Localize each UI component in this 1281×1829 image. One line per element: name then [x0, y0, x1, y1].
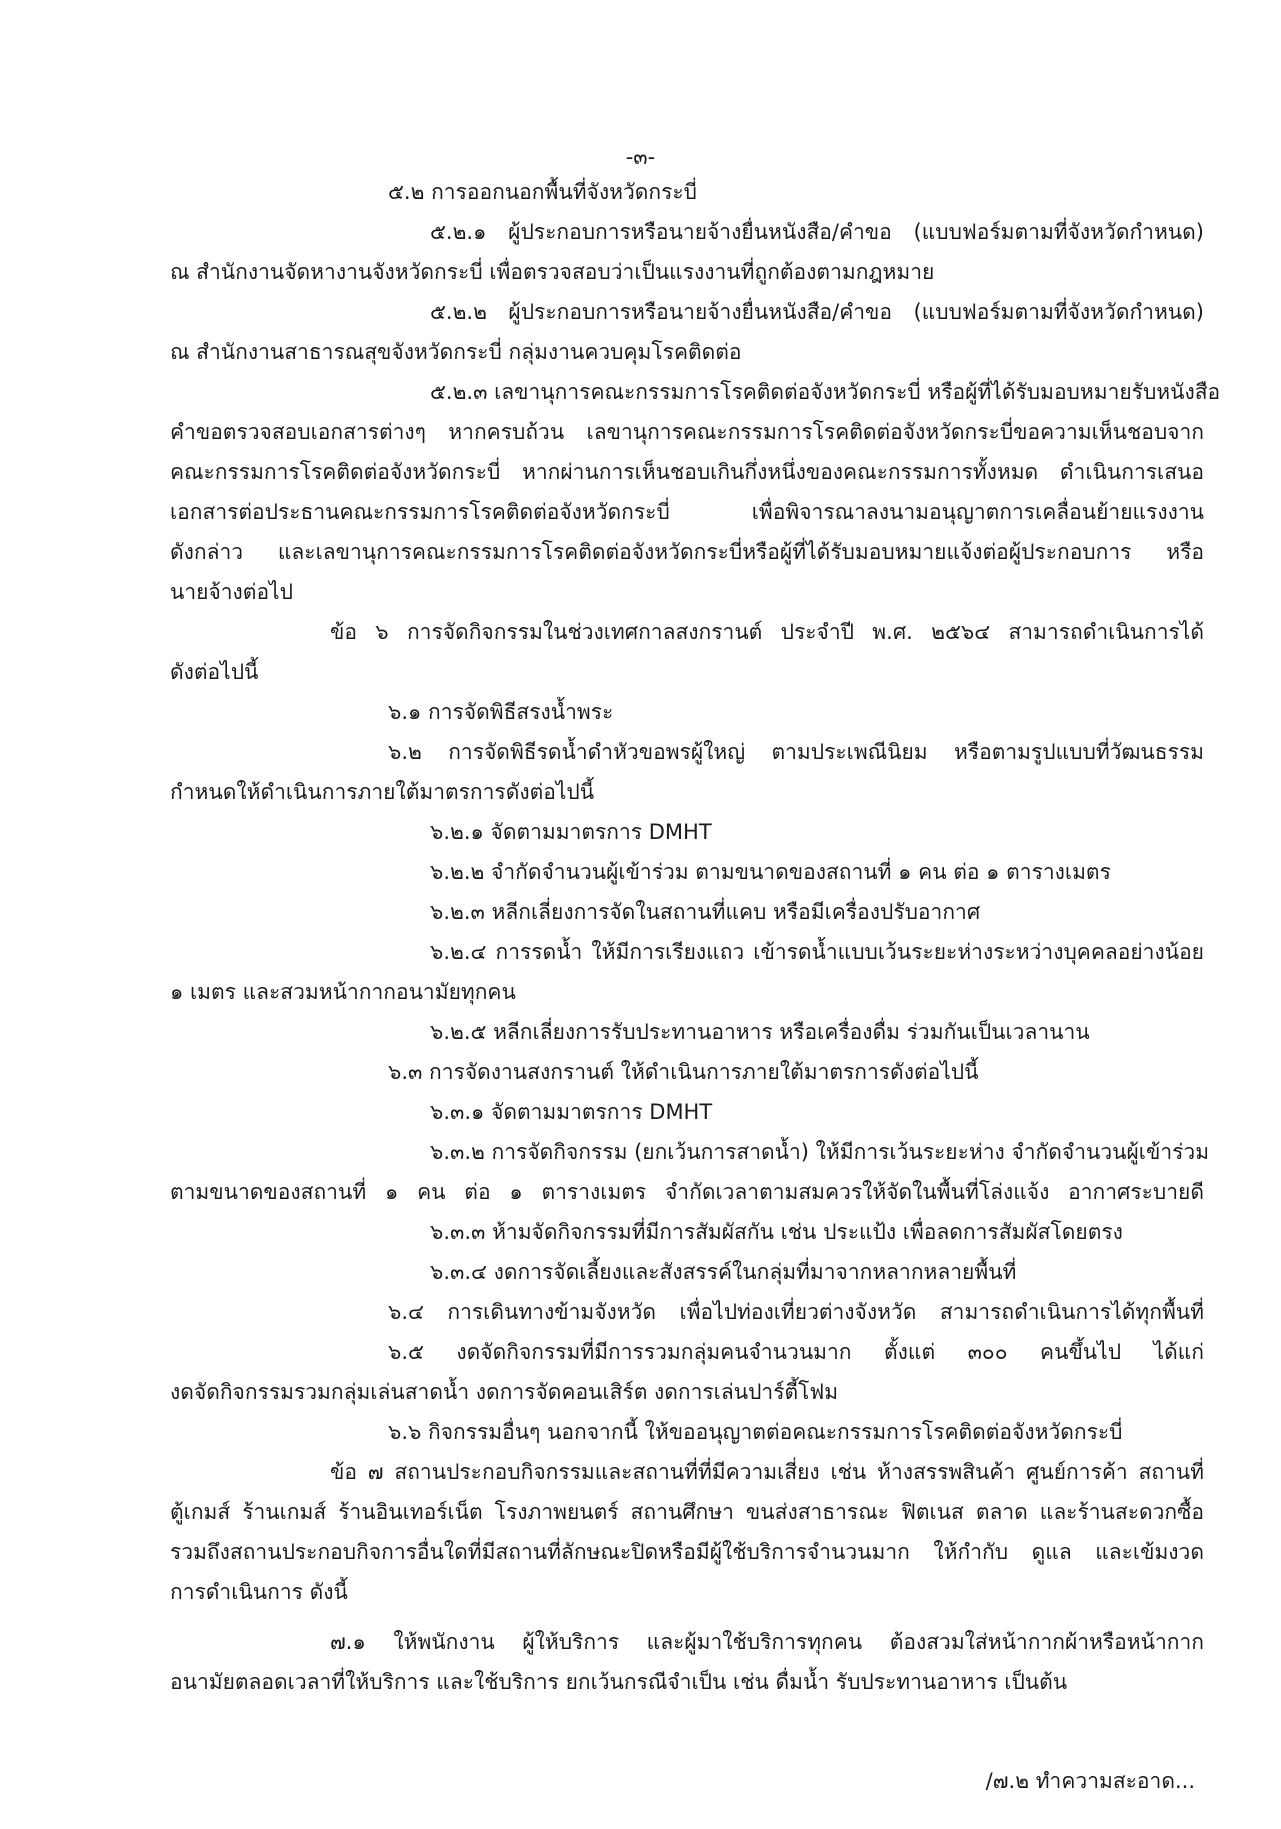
clause-6-line2: ดังต่อไปนี้: [170, 660, 259, 684]
para-5-2-1-line2: ณ สำนักงานจัดหางานจังหวัดกระบี่ เพื่อตรวจสอบว่าเป็นแรงงานที่ถูกต้องตามกฎหมาย: [170, 260, 935, 284]
clause-7-line4: การดำเนินการ ดังนี้: [170, 1580, 348, 1604]
clause-6-line1: ข้อ ๖ การจัดกิจกรรมในช่วงเทศกาลสงกรานต์ ประจำปี พ.ศ. ๒๕๖๔ สามารถดำเนินการได้: [330, 620, 1204, 644]
para-5-2-3-line5: ดังกล่าว และเลขานุการคณะกรรมการโรคติดต่อจังหวัดกระบี่หรือผู้ที่ได้รับมอบหมายแจ้งต่อผู้ประกอบการ หรือ: [170, 540, 1204, 564]
item-6-3: ๖.๓ การจัดงานสงกรานต์ ให้ดำเนินการภายใต้มาตรการดังต่อไปนี้: [388, 1060, 979, 1084]
item-7-1-line1: ๗.๑ ให้พนักงาน ผู้ให้บริการ และผู้มาใช้บริการทุกคน ต้องสวมใส่หน้ากากผ้าหรือหน้ากาก: [330, 1630, 1204, 1654]
item-6-3-4: ๖.๓.๔ งดการจัดเลี้ยงและสังสรรค์ในกลุ่มที่มาจากหลากหลายพื้นที่: [430, 1260, 1017, 1284]
item-6-2-2: ๖.๒.๒ จำกัดจำนวนผู้เข้าร่วม ตามขนาดของสถานที่ ๑ คน ต่อ ๑ ตารางเมตร: [430, 860, 1111, 884]
clause-7-line2: ตู้เกมส์ ร้านเกมส์ ร้านอินเทอร์เน็ต โรงภาพยนตร์ สถานศึกษา ขนส่งสาธารณะ ฟิตเนส ตลาด และร้านสะดวกซื้อ: [170, 1500, 1204, 1524]
item-6-5-line2: งดจัดกิจกรรมรวมกลุ่มเล่นสาดน้ำ งดการจัดคอนเสิร์ต งดการเล่นปาร์ตี้โฟม: [170, 1380, 839, 1404]
page-number: -๓-: [625, 145, 656, 169]
item-6-3-1: ๖.๓.๑ จัดตามมาตรการ DMHT: [430, 1100, 713, 1124]
para-5-2-3-line1: ๕.๒.๓ เลขานุการคณะกรรมการโรคติดต่อจังหวัดกระบี่ หรือผู้ที่ได้รับมอบหมายรับหนังสือ: [430, 380, 1221, 404]
continuation-note: /๗.๒ ทำความสะอาด...: [985, 1769, 1195, 1793]
item-6-2-4-line2: ๑ เมตร และสวมหน้ากากอนามัยทุกคน: [170, 980, 516, 1004]
clause-7-line3: รวมถึงสถานประกอบกิจการอื่นใดที่มีสถานที่ลักษณะปิดหรือมีผู้ใช้บริการจำนวนมาก ให้กำกับ ดูแล และเข้มงวด: [170, 1540, 1204, 1564]
item-6-2-line2: กำหนดให้ดำเนินการภายใต้มาตรการดังต่อไปนี้: [170, 780, 595, 804]
para-5-2-3-line3: คณะกรรมการโรคติดต่อจังหวัดกระบี่ หากผ่านการเห็นชอบเกินกึ่งหนึ่งของคณะกรรมการทั้งหมด ดำเนินการเสนอ: [170, 460, 1204, 484]
item-6-2-1: ๖.๒.๑ จัดตามมาตรการ DMHT: [430, 820, 712, 844]
item-7-1-line2: อนามัยตลอดเวลาที่ให้บริการ และใช้บริการ ยกเว้นกรณีจำเป็น เช่น ดื่มน้ำ รับประทานอาหาร เป็นต้น: [170, 1670, 1068, 1694]
item-6-3-2-line2: ตามขนาดของสถานที่ ๑ คน ต่อ ๑ ตารางเมตร จำกัดเวลาตามสมควรให้จัดในพื้นที่โล่งแจ้ง อากาศระบายดี: [170, 1180, 1204, 1204]
item-6-5-line1: ๖.๕ งดจัดกิจกรรมที่มีการรวมกลุ่มคนจำนวนมาก ตั้งแต่ ๓๐๐ คนขึ้นไป ได้แก่: [388, 1340, 1204, 1364]
item-6-2-3: ๖.๒.๓ หลีกเลี่ยงการจัดในสถานที่แคบ หรือมีเครื่องปรับอากาศ: [430, 900, 981, 924]
item-6-6: ๖.๖ กิจกรรมอื่นๆ นอกจากนี้ ให้ขออนุญาตต่อคณะกรรมการโรคติดต่อจังหวัดกระบี่: [388, 1420, 1123, 1444]
para-5-2-3-line6: นายจ้างต่อไป: [170, 580, 293, 604]
para-5-2-3-line4: เอกสารต่อประธานคณะกรรมการโรคติดต่อจังหวัดกระบี่ เพื่อพิจารณาลงนามอนุญาตการเคลื่อนย้ายแรงงาน: [170, 500, 1204, 524]
item-6-3-2-line1: ๖.๓.๒ การจัดกิจกรรม (ยกเว้นการสาดน้ำ) ให้มีการเว้นระยะห่าง จำกัดจำนวนผู้เข้าร่วม: [430, 1140, 1210, 1164]
item-6-1: ๖.๑ การจัดพิธีสรงน้ำพระ: [388, 700, 614, 724]
heading-5-2: ๕.๒ การออกนอกพื้นที่จังหวัดกระบี่: [388, 180, 697, 204]
item-6-2-4-line1: ๖.๒.๔ การรดน้ำ ให้มีการเรียงแถว เข้ารดน้ำแบบเว้นระยะห่างระหว่างบุคคลอย่างน้อย: [430, 940, 1204, 964]
item-6-4: ๖.๔ การเดินทางข้ามจังหวัด เพื่อไปท่องเที่ยวต่างจังหวัด สามารถดำเนินการได้ทุกพื้นที่: [388, 1300, 1204, 1324]
clause-7-line1: ข้อ ๗ สถานประกอบกิจกรรมและสถานที่ที่มีความเสี่ยง เช่น ห้างสรรพสินค้า ศูนย์การค้า สถานที่: [330, 1460, 1204, 1484]
item-6-2-line1: ๖.๒ การจัดพิธีรดน้ำดำหัวขอพรผู้ใหญ่ ตามประเพณีนิยม หรือตามรูปแบบที่วัฒนธรรม: [388, 740, 1204, 764]
para-5-2-1-line1: ๕.๒.๑ ผู้ประกอบการหรือนายจ้างยื่นหนังสือ/คำขอ (แบบฟอร์มตามที่จังหวัดกำหนด): [430, 220, 1204, 244]
para-5-2-2-line1: ๕.๒.๒ ผู้ประกอบการหรือนายจ้างยื่นหนังสือ/คำขอ (แบบฟอร์มตามที่จังหวัดกำหนด): [430, 300, 1204, 324]
para-5-2-2-line2: ณ สำนักงานสาธารณสุขจังหวัดกระบี่ กลุ่มงานควบคุมโรคติดต่อ: [170, 340, 742, 364]
item-6-3-3: ๖.๓.๓ ห้ามจัดกิจกรรมที่มีการสัมผัสกัน เช่น ประแป้ง เพื่อลดการสัมผัสโดยตรง: [430, 1220, 1123, 1244]
para-5-2-3-line2: คำขอตรวจสอบเอกสารต่างๆ หากครบถ้วน เลขานุการคณะกรรมการโรคติดต่อจังหวัดกระบี่ขอความเห็นชอบจาก: [170, 420, 1204, 444]
item-6-2-5: ๖.๒.๕ หลีกเลี่ยงการรับประทานอาหาร หรือเครื่องดื่ม ร่วมกันเป็นเวลานาน: [430, 1020, 1090, 1044]
